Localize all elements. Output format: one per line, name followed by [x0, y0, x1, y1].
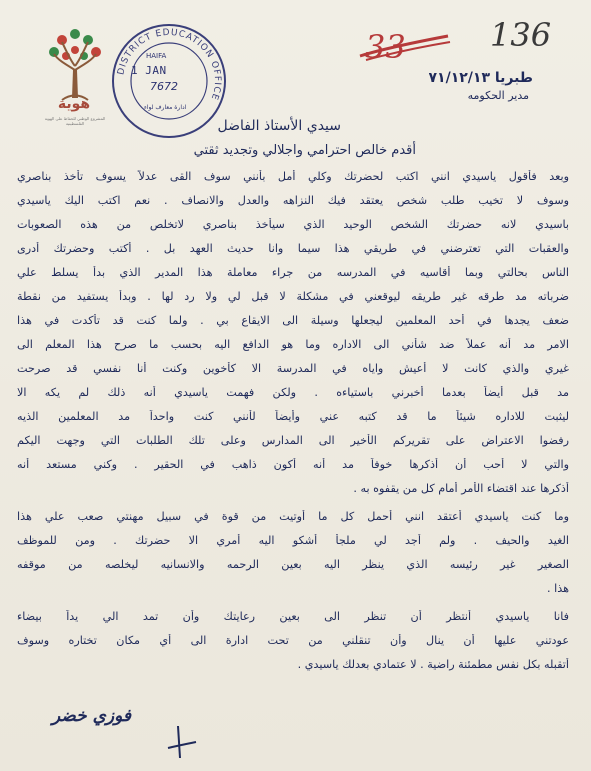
body-line: أتقبله بكل نفس مطمئنة راضية . لا عتمادي بعدلك ياسيدي . [297, 658, 569, 671]
body-line: وبعد فأقول ياسيدي انني اكتب لحضرتك وكلي أمل بأنني سوف القى عدلاً يسوف تأخذ بناصري [17, 170, 569, 183]
body-line: أذكرها عند اقتضاء الأمر أمام كل من يقفوه به . [353, 482, 569, 495]
salutation: سيدي الأستاذ الفاضل [217, 118, 341, 134]
pencil-mark-icon [160, 722, 200, 762]
body-line: رفضوا الاعتراض على تقريركم الأخير الى المدارس وعلى تلك الطلبات التي وجهت اليكم [17, 434, 569, 447]
stamp-footer: ادارة معارف لواء [144, 104, 187, 111]
greeting-line: أقدم خالص احترامي واجلالي وتجديد ثقتي [193, 143, 416, 158]
body-line: والتي لا أحب أن أذكرها خوفاً مد أنه أكون ذاهب في الحقير . وكني مستعد أنه [17, 458, 569, 471]
crossed-number: 33 [365, 28, 406, 66]
stamp-ring-text: DISTRICT EDUCATION OFFICE [116, 27, 223, 102]
body-line: ضعف يجدها في أحد المعلمين ليجعلها وسيلة الى الايقاع بي . ولما كنت قد تأكدت في هذا [17, 314, 569, 327]
place-and-date: طبريا ٧١/١٢/١٣ [428, 70, 533, 86]
body-line: وما كنت ياسيدي أعتقد انني أحمل كل ما أوتيت من قوة في سبيل مهنتي صعب علي هذا [17, 510, 569, 523]
addressee-line: مدير الحكومه [467, 89, 529, 102]
body-line: ضرباته مد طرقه غير طريقه ليوقعني في مشكلة لا قبل لي ولا رد لها . وبدأ يستفيد من نقطة [17, 290, 569, 303]
body-line: هذا . [547, 582, 569, 595]
body-line: وسوف لا تخيب طلب شخص يعتقد فيك النزاهه والعدل والانصاف . نعم اكتب اليك ياسيدي [17, 194, 569, 207]
body-line: فانا ياسيدي أنتظر أن تنظر الى بعين رعايتك وأن تمد الي يداً بيضاء [17, 610, 569, 623]
signature: فوزي خضر [52, 706, 131, 726]
body-line: باسيدي لانه حضرتك الشخص الوحيد الذي سيأخذ بناصري لاتخلص من هذه الصعوبات [17, 218, 569, 231]
body-line: الصغير غير رئيسه الذي ينظر اليه بعين الرحمه والانسانيه ليخلصه من موقفه [17, 558, 569, 571]
body-line: الغيد والحيف . ولم أجد لي ملجأ أشكو اليه أمري الا حضرتك . ومن للموظف [17, 534, 569, 547]
stamp-city: HAIFA [146, 52, 167, 60]
stamp-number: 7672 [150, 80, 178, 93]
logo-subtext: المشروع الوطني للحفاظ على الهوية الفلسطينية [44, 116, 106, 126]
strike-through-icon [356, 32, 452, 62]
logo-wordmark: هوية [57, 96, 91, 112]
body-line: الناس بحالتي وبما أقاسيه في المدرسه من جراء معاملة هذا المدير الذي بدأ يسلط علي [17, 266, 569, 279]
body-line: غيري والذي كانت لا أعيش واياه في المدرسة الا كأخوين وكنت أنا نفسي قد صرحت [17, 362, 569, 375]
stamp-date: 1 JAN [131, 64, 167, 77]
page-number: 136 [490, 16, 552, 54]
body-line: الامر مد أنه عملاً ضد شأني الى الاداره وما هو الدافع اليه بحسب ما صرح هذا المعلم الى [17, 338, 569, 351]
body-line: والعقبات التي تعترضني في طريقي هذا سيما وانا حديث العهد بل . أكتب وحضرتك أدرى [17, 242, 569, 255]
body-line: ليثبت للاداره شيئاً ما قد كتبه عني وأيضاً لأنني كنت واحداً مد المعلمين الذيه [17, 410, 569, 423]
body-line: مد قبل أيضاً بعدما أخبرني باستياءه . ولكن فهمت ياسيدي أنه ذلك لم يكه الا [17, 386, 569, 399]
body-line: عودتني عليها أن ينال وأن تنقلني من تحت ادارة الى أي مكان تختاره وسوف [17, 634, 569, 647]
